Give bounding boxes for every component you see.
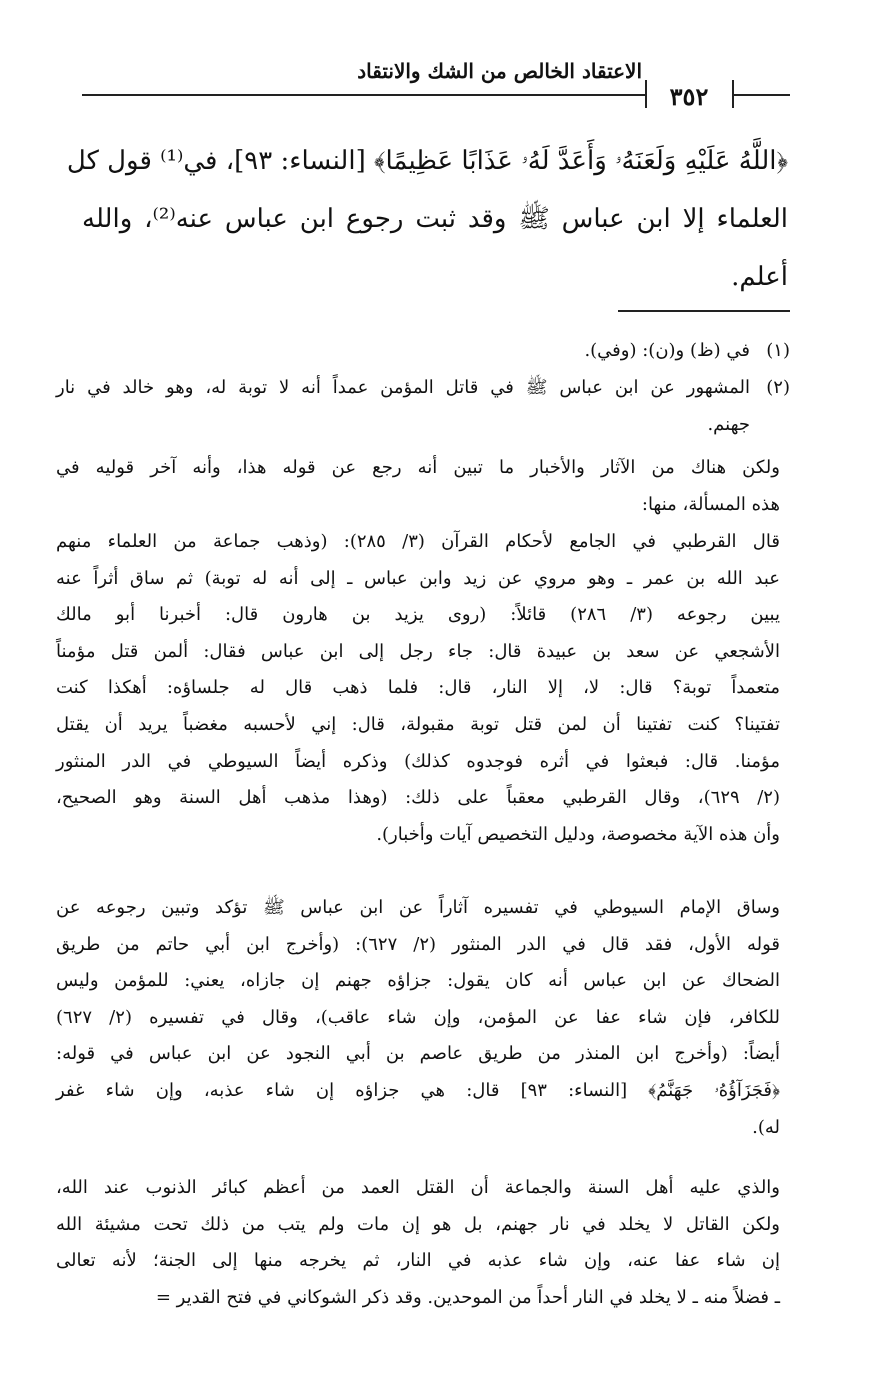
footnote-line: ولكن القاتل لا يخلد في نار جهنم، بل هو إن مات ولم يتب من ذلك تحت مشيئة الله — [56, 1213, 780, 1235]
footnote-line: إن شاء عفا عنه، وإن شاء عذبه في النار، ثم يخرجه منها إلى الجنة؛ لأنه تعالى — [56, 1250, 780, 1272]
footnote-line: ولكن هناك من الآثار والأخبار ما تبين أنه رجع عن قوله هذا، وأنه آخر قوليه في — [56, 457, 780, 478]
footnote-line: قال القرطبي في الجامع لأحكام القرآن (٣/ ٢٨٥): (وذهب جماعة من العلماء منهم — [56, 531, 780, 552]
main-text-line: العلماء إلا ابن عباس ﷺ وقد ثبت رجوع ابن عباس عنه⁽²⁾، والله — [82, 204, 788, 234]
footnote-paragraph — [56, 890, 790, 1146]
footnote-line: وأن هذه الآية مخصوصة، ودليل التخصيص آيات وأخبار). — [376, 823, 780, 845]
header-divider — [645, 80, 647, 108]
footnote-line: المشهور عن ابن عباس ﷺ في قاتل المؤمن عمداً أنه لا توبة له، وهو خالد في نار — [56, 377, 750, 398]
footnote-line: عبد الله بن عمر ـ وهو مروي عن زيد وابن عباس ـ إلى أنه له توبة) ثم ساق أثراً عنه — [56, 567, 780, 589]
main-text-line: ﴿اللَّهُ عَلَيْهِ وَلَعَنَهُۥ وَأَعَدَّ لَهُۥ عَذَابًا عَظِيمًا﴾ [النساء: ٩٣]، في⁽¹⁾ قول كل — [66, 146, 788, 176]
main-text-line: أعلم. — [731, 262, 788, 292]
footnote-line: أيضاً: (وأخرج ابن المنذر من طريق عاصم بن أبي النجود عن ابن عباس في قوله: — [56, 1043, 780, 1065]
footnote-line: ـ فضلاً منه ـ لا يخلد في النار أحداً من الموحدين. وقد ذكر الشوكاني في فتح القدير = — [155, 1286, 780, 1308]
footnote-line: هذه المسألة، منها: — [641, 493, 780, 515]
footnote-line: قوله الأول، فقد قال في الدر المنثور (٢/ ٦٢٧): (وأخرج ابن أبي حاتم من طريق — [56, 933, 781, 955]
running-header-title: الاعتقاد الخالص من الشك والانتقاد — [357, 59, 642, 83]
footnote-line: الضحاك عن ابن عباس أنه كان يقول: جزاؤه جهنم إن جازاه، يعني: للمؤمن وليس — [56, 970, 780, 992]
main-text — [66, 132, 788, 306]
footnote-paragraph — [56, 450, 790, 523]
footnote-line: تفتينا؟ كنت تفتينا أن لمن قتل توبة مقبولة، قال: إني لأحسبه مغضباً يريد أن يقتل — [56, 713, 780, 735]
footnote-line: (٢/ ٦٢٩)، وقال القرطبي معقباً على ذلك: (وهذا مذهب أهل السنة وهو الصحيح، — [56, 787, 780, 809]
footnote-line: مؤمنا. قال: فبعثوا في أثره فوجدوه كذلك) وذكره أيضاً السيوطي في الدر المنثور — [56, 750, 780, 772]
footnote-number: (٢) — [766, 377, 790, 398]
footnote-number: (١) — [766, 340, 790, 361]
footnote-line: يبين رجوعه (٣/ ٢٨٦) قائلاً: (روى يزيد بن هارون قال: أخبرنا أبو مالك — [56, 604, 780, 626]
header-rule — [734, 94, 790, 96]
footnote-line: متعمداً توبة؟ قال: لا، إلا النار، قال: فلما ذهب قال له جلساؤه: أهكذا كنت — [56, 677, 780, 699]
footnote-line: الأشجعي عن سعد بن عبيدة قال: جاء رجل إلى ابن عباس فقال: ألمن قتل مؤمناً — [56, 640, 780, 662]
footnote-line: له). — [752, 1116, 780, 1138]
footnote — [56, 333, 790, 370]
footnote-paragraph — [56, 524, 790, 853]
header-rule — [82, 94, 646, 96]
footnote-line: في (ظ) و(ن): (وفي). — [584, 340, 750, 361]
footnote-line: جهنم. — [707, 413, 750, 435]
page-number: ٣٥٢ — [669, 82, 709, 111]
footnote-line: والذي عليه أهل السنة والجماعة أن القتل العمد من أعظم كبائر الذنوب عند الله، — [56, 1177, 780, 1198]
footnote-line: للكافر، فإن شاء عفا عن المؤمن، وإن شاء عاقب)، وقال في تفسيره (٢/ ٦٢٧) — [56, 1006, 781, 1028]
footnote — [56, 370, 790, 443]
footnote-paragraph — [56, 1170, 790, 1316]
footnote-line: وساق الإمام السيوطي في تفسيره آثاراً عن ابن عباس ﷺ تؤكد وتبين رجوعه عن — [56, 897, 780, 918]
footnote-separator — [618, 310, 790, 312]
footnote-line: ﴿فَجَزَآؤُهُۥ جَهَنَّمُ﴾ [النساء: ٩٣] قال: هي جزاؤه إن شاء عذبه، وإن شاء غفر — [56, 1079, 780, 1101]
